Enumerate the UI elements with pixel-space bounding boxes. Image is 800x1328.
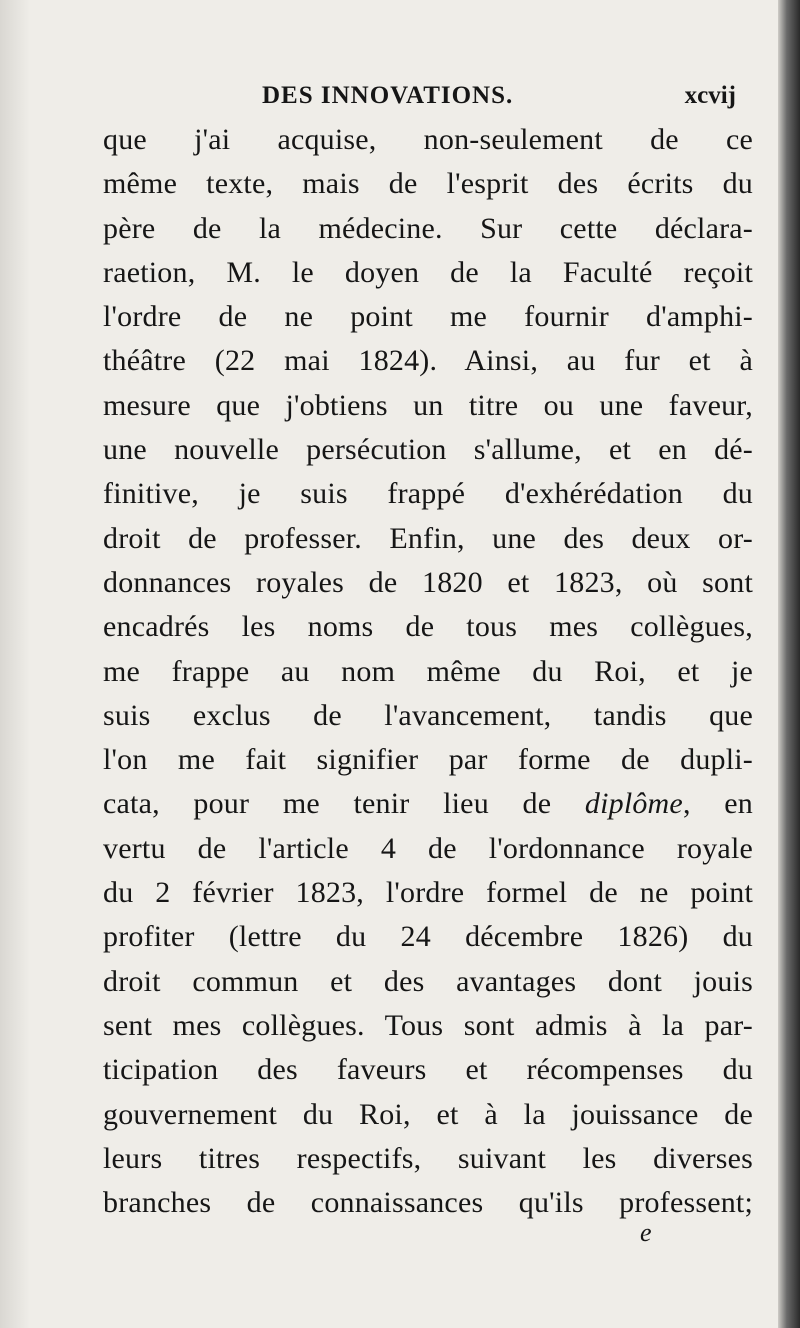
text-line: droit de professer. Enfin, une des deux or- — [103, 521, 753, 555]
page-number: xcvij — [684, 82, 736, 109]
text-line: droit commun et des avantages dont jouis — [103, 964, 753, 998]
text-line: gouvernement du Roi, et à la jouissance de — [103, 1097, 753, 1131]
italic-word: diplôme — [584, 787, 683, 821]
scan-edge-right — [778, 0, 800, 1328]
text-line: que j'ai acquise, non-seulement de ce — [103, 123, 753, 156]
text-line: théâtre (22 mai 1824). Ainsi, au fur et à — [103, 344, 753, 378]
text-line: vertu de l'article 4 de l'ordonnance royale — [103, 831, 753, 865]
text-line: profiter (lettre du 24 décembre 1826) du — [103, 920, 753, 954]
body-text — [103, 118, 753, 1225]
text-line: raetion, M. le doyen de la Faculté reçoit — [103, 255, 753, 289]
scan-shadow-left — [0, 0, 30, 1328]
text-line: même texte, mais de l'esprit des écrits du — [103, 167, 753, 201]
text-line: ticipation des faveurs et récompenses du — [103, 1053, 753, 1087]
text-line: branches de connaissances qu'ils professent; — [103, 1186, 753, 1220]
text-line-with-italic — [103, 782, 753, 826]
text-line: l'on me fait signifier par forme de dupli- — [103, 743, 753, 777]
text-line: encadrés les noms de tous mes collègues, — [103, 610, 753, 644]
text-line: du 2 février 1823, l'ordre formel de ne point — [103, 876, 753, 910]
text-segment: cata, pour me tenir lieu de — [103, 787, 552, 821]
page-header — [262, 82, 742, 112]
text-line: père de la médecine. Sur cette déclara- — [103, 211, 753, 245]
signature-mark: e — [640, 1218, 652, 1247]
text-line: sent mes collègues. Tous sont admis à la par- — [103, 1008, 753, 1042]
text-line: suis exclus de l'avancement, tandis que — [103, 698, 753, 732]
text-segment: , en — [682, 787, 753, 821]
text-line: leurs titres respectifs, suivant les diverses — [103, 1141, 753, 1175]
text-line: une nouvelle persécution s'allume, et en dé- — [103, 433, 753, 467]
text-line: finitive, je suis frappé d'exhérédation du — [103, 477, 753, 511]
text-line: donnances royales de 1820 et 1823, où sont — [103, 565, 753, 599]
text-line: l'ordre de ne point me fournir d'amphi- — [103, 300, 753, 334]
running-title: DES INNOVATIONS. — [262, 82, 514, 109]
text-line: me frappe au nom même du Roi, et je — [103, 654, 753, 688]
text-line: mesure que j'obtiens un titre ou une faveur, — [103, 388, 753, 422]
